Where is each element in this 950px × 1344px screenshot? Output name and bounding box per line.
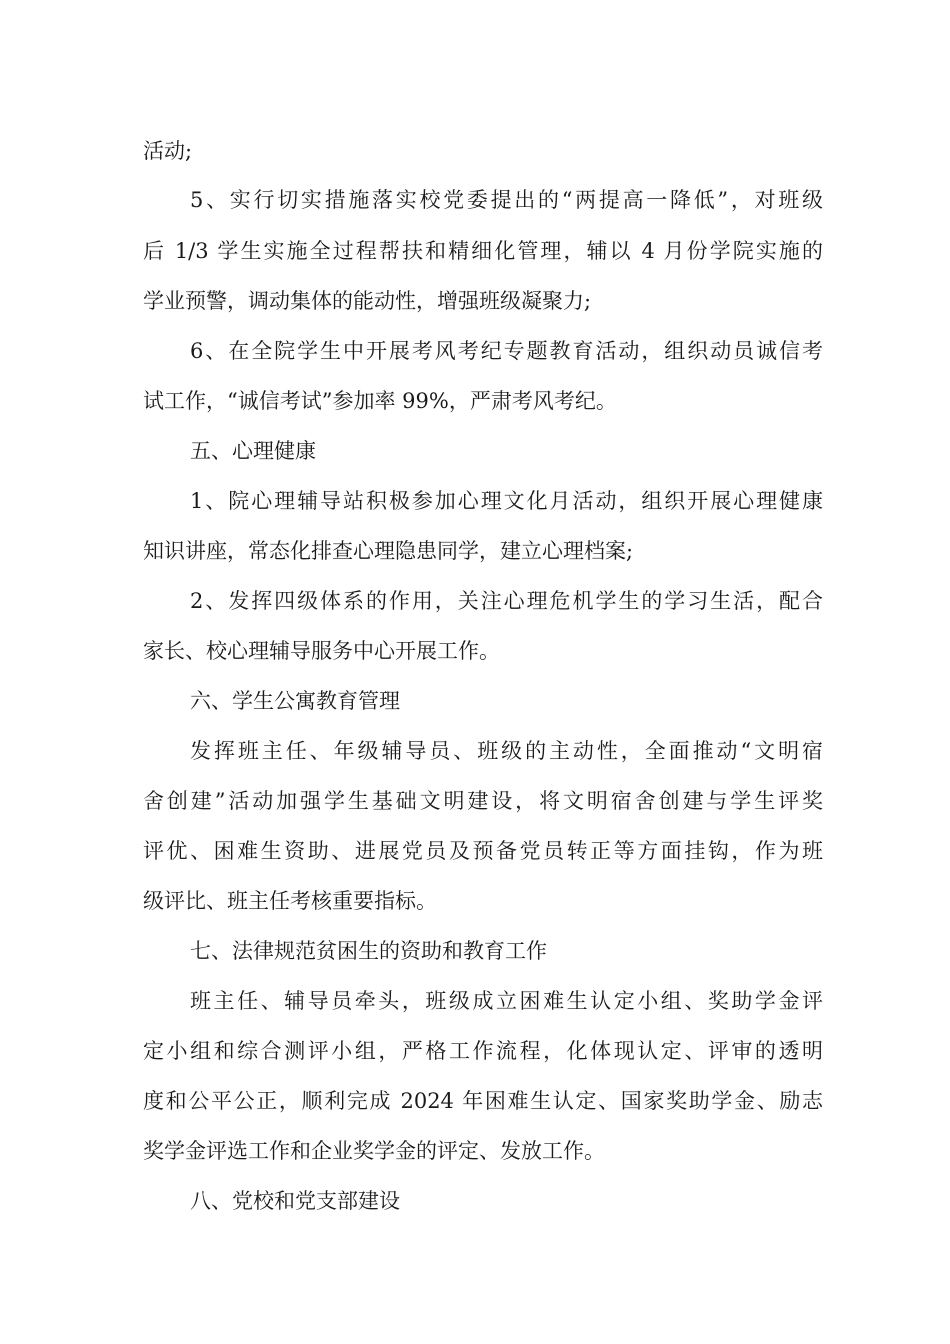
- text-line: 班主任、辅导员牵头，班级成立困难生认定小组、奖助学金评: [190, 989, 823, 1013]
- text-line: 2、发挥四级体系的作用，关注心理危机学生的学习生活，配合: [190, 589, 823, 613]
- text-line: 发挥班主任、年级辅导员、班级的主动性，全面推动“文明宿: [190, 739, 823, 763]
- text-line: 活动;: [143, 139, 193, 163]
- text-line: 评优、困难生资助、进展党员及预备党员转正等方面挂钩，作为班: [143, 839, 823, 863]
- text-line: 级评比、班主任考核重要指标。: [143, 889, 437, 913]
- text-line: 后 1/3 学生实施全过程帮扶和精细化管理，辅以 4 月份学院实施的: [143, 239, 823, 263]
- text-line: 5、实行切实措施落实校党委提出的“两提高一降低”，对班级: [190, 188, 823, 212]
- section-heading: 五、心理健康: [190, 439, 316, 463]
- text-line: 奖学金评选工作和企业奖学金的评定、发放工作。: [143, 1139, 605, 1163]
- text-line: 学业预警，调动集体的能动性，增强班级凝聚力;: [143, 289, 592, 313]
- text-line: 舍创建”活动加强学生基础文明建设，将文明宿舍创建与学生评奖: [143, 789, 823, 813]
- text-line: 6、在全院学生中开展考风考纪专题教育活动，组织动员诚信考: [190, 339, 823, 363]
- text-line: 家长、校心理辅导服务中心开展工作。: [143, 639, 500, 663]
- section-heading: 八、党校和党支部建设: [190, 1189, 400, 1213]
- text-line: 度和公平公正，顺利完成 2024 年困难生认定、国家奖助学金、励志: [143, 1089, 823, 1113]
- text-line: 定小组和综合测评小组，严格工作流程，化体现认定、评审的透明: [143, 1039, 823, 1063]
- text-line: 1、院心理辅导站积极参加心理文化月活动，组织开展心理健康: [190, 489, 823, 513]
- section-heading: 七、法律规范贫困生的资助和教育工作: [190, 939, 547, 963]
- text-line: 试工作，“诚信考试”参加率 99%，严肃考风考纪。: [143, 389, 617, 413]
- section-heading: 六、学生公寓教育管理: [190, 689, 400, 713]
- text-line: 知识讲座，常态化排查心理隐患同学，建立心理档案;: [143, 539, 634, 563]
